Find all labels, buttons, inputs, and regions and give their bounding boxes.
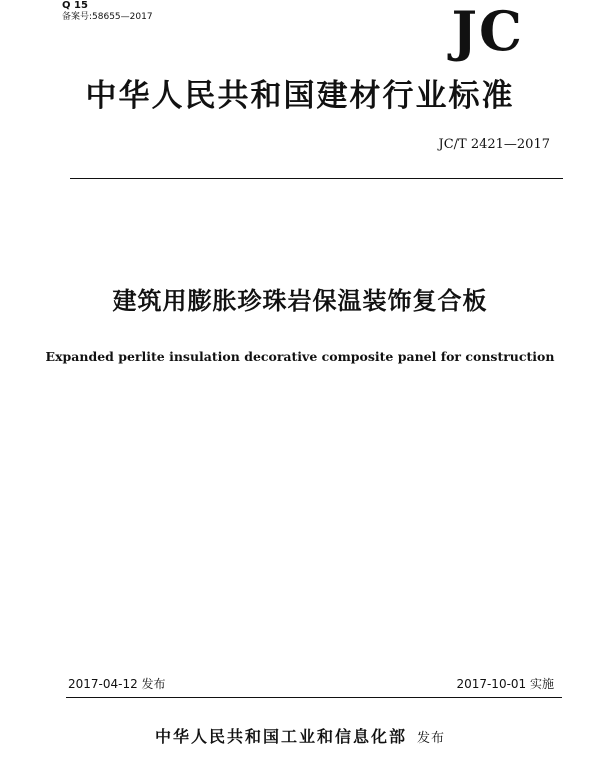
filing-number: 备案号:58655—2017: [62, 12, 153, 22]
effective-date: 2017-10-01 实施: [456, 677, 554, 691]
publisher-action: 发布: [417, 731, 446, 746]
standard-number: JC/T 2421—2017: [438, 137, 550, 152]
publisher-line: [0, 726, 600, 750]
top-divider: [70, 178, 563, 179]
standard-type-heading: 中华人民共和国建材行业标准: [85, 78, 515, 114]
bottom-divider: [66, 697, 562, 698]
category-logo: JC: [451, 0, 524, 63]
ccs-code: Q 15: [62, 0, 88, 11]
issue-date: 2017-04-12 发布: [68, 677, 166, 691]
title-english: Expanded perlite insulation decorative composite panel for construction: [45, 349, 555, 364]
title-chinese: 建筑用膨胀珍珠岩保温装饰复合板: [112, 287, 488, 315]
publisher-name: 中华人民共和国工业和信息化部: [154, 727, 407, 746]
